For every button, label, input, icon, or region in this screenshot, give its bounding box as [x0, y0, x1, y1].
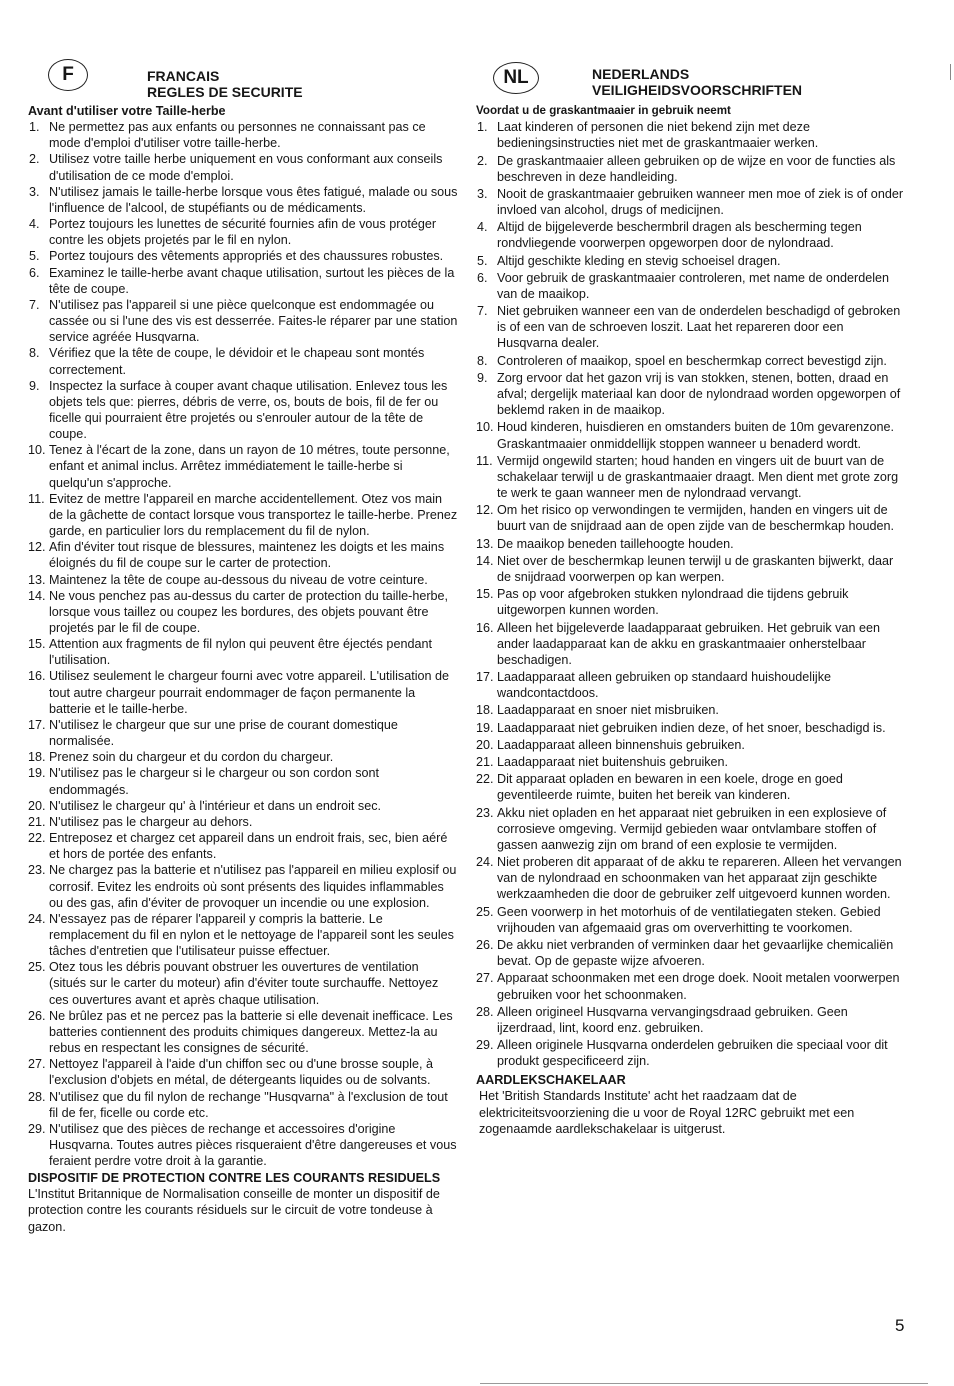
rule-item: [28, 216, 458, 248]
rule-text: N'utilisez le chargeur que sur une prise de courant domestique normalisée.: [49, 717, 398, 749]
rule-number: 1.: [29, 120, 40, 135]
rule-number: 20.: [476, 737, 494, 752]
rule-item: [476, 119, 904, 151]
rule-text: N'utilisez pas l'appareil si une pièce quelconque est endommagée ou cassée ou si l'une des vis est desserrée. Faites-le réparer par une station service agréée Husqvarna.: [49, 297, 458, 345]
rule-item: [476, 502, 904, 534]
rule-item: [476, 253, 904, 269]
rule-item: [28, 814, 458, 830]
rule-number: 17.: [476, 670, 494, 685]
rule-item: [28, 378, 458, 443]
rule-number: 4.: [477, 220, 488, 235]
rule-text: Controleren of maaikop, spoel en beschermkap correct bevestigd zijn.: [497, 353, 887, 368]
rule-number: 14.: [476, 553, 494, 568]
rule-item: [28, 798, 458, 814]
rule-number: 12.: [476, 503, 494, 518]
rule-item: [28, 1089, 458, 1121]
rule-number: 9.: [29, 378, 40, 393]
rule-item: [28, 749, 458, 765]
rule-number: 16.: [28, 669, 46, 684]
rules-list: [476, 119, 904, 1069]
rule-item: [28, 717, 458, 749]
language-name: FRANCAIS: [147, 68, 220, 84]
rule-item: [28, 830, 458, 862]
rule-item: [476, 219, 904, 251]
rule-number: 4.: [29, 217, 40, 232]
rule-item: [476, 669, 904, 701]
rule-number: 25.: [28, 960, 46, 975]
rule-item: [28, 297, 458, 345]
rule-item: [28, 151, 458, 183]
rule-number: 27.: [476, 971, 494, 986]
french-header: [147, 68, 303, 100]
rule-item: [476, 720, 904, 736]
page-number: 5: [895, 1316, 905, 1335]
rule-item: [476, 737, 904, 753]
rule-item: [28, 1008, 458, 1056]
rule-text: Ne vous penchez pas au-dessus du carter de protection du taille-herbe, lorsque vous taillez ou coupez les bordures, des objets pouvant être projetés par le fil de coupe.: [49, 588, 449, 635]
rule-text: Tenez à l'écart de la zone, dans un rayon de 10 métres, toute personne, enfant et animal inclus. Arrêtez immédiatement le taille-herbe si quelqu'un s'approche.: [49, 443, 450, 490]
rule-text: Om het risico op verwondingen te vermijden, handen en vingers uit de buurt van de snijdraad aan de open zijde van de beschermkap houden.: [497, 503, 894, 534]
rule-text: Laat kinderen of personen die niet bekend zijn met deze bedieningsinstructies niet met de graskantmaaier werken.: [497, 120, 819, 151]
rule-text: Niet over de beschermkap leunen terwijl u de graskanten bijwerkt, daar de snijdraad voorwerpen op kan werpen.: [497, 553, 894, 584]
rule-text: Vérifiez que la tête de coupe, le dévidoir et le chapeau sont montés correctement.: [49, 346, 425, 377]
rules-list: [28, 119, 458, 1169]
rule-item: [28, 911, 458, 959]
rule-number: 7.: [29, 297, 40, 312]
rule-text: N'utilisez que des pièces de rechange et accessoires d'origine Husqvarna. Toutes autres pièces risqueraient d'être dangereuses et vous feraient perdre votre droit à la garantie.: [49, 1121, 457, 1169]
section-title: VEILIGHEIDSVOORSCHRIFTEN: [592, 82, 803, 98]
rule-text: Portez toujours des vêtements appropriés et des chaussures robustes.: [49, 249, 444, 264]
rule-number: 6.: [477, 270, 488, 285]
rule-text: Laadapparaat en snoer niet misbruiken.: [497, 703, 719, 718]
rule-item: [28, 119, 458, 151]
rule-number: 15.: [476, 587, 494, 602]
rule-number: 23.: [28, 863, 46, 878]
rules-subheading: Avant d'utiliser votre Taille-herbe: [28, 104, 226, 118]
rule-number: 13.: [28, 572, 46, 587]
rule-item: [476, 370, 904, 418]
scan-edge-mark: [950, 64, 951, 80]
rcd-paragraph: L'Institut Britannique de Normalisation conseille de monter un dispositif de protection contre les courants résiduels sur le circuit de votre tondeuse à gazon.: [28, 1187, 440, 1234]
rule-text: Prenez soin du chargeur et du cordon du chargeur.: [49, 750, 334, 765]
language-badge-f: F: [48, 59, 88, 91]
rule-item: [476, 353, 904, 369]
rule-text: Akku niet opladen en het apparaat niet gebruiken in een explosieve of corrosieve omgeving. Vermijd gebieden waar ontvlambare stoffen of gassen aanwezig zijn om brand of een explosie te vermijden.: [497, 805, 887, 852]
rule-number: 21.: [476, 755, 494, 770]
rule-item: [476, 937, 904, 969]
rule-text: Ne brûlez pas et ne percez pas la batterie si elle devenait inefficace. Les batteries contiennent des produits chimiques dangereux. Mettez-la au rebus en respectant les consignes de sécurité.: [49, 1008, 453, 1056]
rule-text: Portez toujours les lunettes de sécurité fournies afin de vous protéger contre les objets projetés par le fil en nylon.: [49, 217, 437, 248]
rule-number: 26.: [476, 937, 494, 952]
rule-text: Altijd de bijgeleverde beschermbril dragen als bescherming tegen rondvliegende voorwerpen opgeworpen door de nylondraad.: [497, 220, 862, 251]
rule-number: 21.: [28, 814, 46, 829]
rule-number: 6.: [29, 265, 40, 280]
rule-text: De maaikop beneden taillehoogte houden.: [497, 536, 734, 551]
rule-text: De akku niet verbranden of verminken daar het gevaarlijke chemicaliën bevat. Op de gepaste wijze afvoeren.: [497, 937, 894, 969]
rule-text: Inspectez la surface à couper avant chaque utilisation. Enlevez tous les objets tels que: pierres, débris de verre, os, bouts de bois, fil de fer ou ficelle qui pourraient être projetés ou s'enrouler autour de la tête de coupe.: [49, 378, 448, 442]
rule-text: De graskantmaaier alleen gebruiken op de wijze en voor de functies als beschreven in deze handleiding.: [497, 153, 896, 184]
rule-number: 23.: [476, 805, 494, 820]
rule-text: Ne chargez pas la batterie et n'utilisez pas l'appareil en milieu explosif ou corrosif. Evitez les endroits où sont présents des liquides inflammables ou des gas, afin d'éviter de provoquer un incendie ou une explosion.: [49, 863, 457, 910]
rule-text: Utilisez seulement le chargeur fourni avec votre appareil. L'utilisation de tout autre chargeur pourrait endommager de façon permanente la batterie et le taille-herbe.: [49, 669, 450, 716]
rule-number: 27.: [28, 1057, 46, 1072]
rule-text: N'utilisez le chargeur qu' à l'intérieur et dans un endroit sec.: [49, 798, 382, 813]
rule-number: 5.: [29, 249, 40, 264]
rule-item: [476, 419, 904, 451]
rule-text: Otez tous les débris pouvant obstruer les ouvertures de ventilation (situés sur le carter du moteur) afin d'éviter toute surchauffe. Nettoyez ces ouvertures avant et après chaque utilisation.: [49, 960, 439, 1007]
rule-number: 10.: [476, 420, 494, 435]
rule-text: Alleen originele Husqvarna onderdelen gebruiken die speciaal voor dit produkt gespecificeerd zijn.: [497, 1038, 888, 1069]
rule-number: 8.: [477, 353, 488, 368]
rule-item: [28, 248, 458, 264]
rule-item: [476, 536, 904, 552]
rule-text: Pas op voor afgebroken stukken nylondraad die tijdens gebruik uitgeworpen kunnen worden.: [497, 587, 849, 618]
rule-item: [28, 588, 458, 636]
rule-text: Entreposez et chargez cet appareil dans un endroit frais, sec, bien aéré et hors de portée des enfants.: [49, 831, 448, 862]
rcd-paragraph: Het 'British Standards Institute' acht het raadzaam dat de elektriciteitsvoorziening die u voor de Royal 12RC gebruikt met een zogenaamde aardlekschakelaar is uitgerust.: [479, 1089, 855, 1136]
rule-number: 1.: [477, 120, 488, 135]
rule-text: Evitez de mettre l'appareil en marche accidentellement. Otez vos main de la gâchette de contact lorsque vous transportez le taille-herbe. Prenez garde, en particulier lors du remplacement du fil de nylon.: [49, 491, 458, 539]
rule-text: Niet gebruiken wanneer een van de onderdelen beschadigd of gebroken is of een van de schroeven loszit. Laat het repareren door een Husqvarna dealer.: [497, 304, 901, 351]
rule-item: [28, 539, 458, 571]
rule-text: Dit apparaat opladen en bewaren in een koele, droge en goed geventileerde ruimte, buiten het bereik van kinderen.: [497, 772, 843, 803]
rule-number: 16.: [476, 620, 494, 635]
language-name: NEDERLANDS: [592, 66, 690, 82]
rule-text: Examinez le taille-herbe avant chaque utilisation, surtout les pièces de la tête de coupe.: [49, 265, 455, 296]
rule-item: [476, 153, 904, 185]
rule-item: [28, 184, 458, 216]
rule-number: 29.: [476, 1038, 494, 1053]
rule-text: Alleen het bijgeleverde laadapparaat gebruiken. Het gebruik van een ander laadapparaat kan de akku en graskantmaaier onherstelbaar beschadigen.: [497, 620, 880, 667]
rule-item: [476, 553, 904, 585]
rule-number: 3.: [477, 186, 488, 201]
rule-number: 18.: [476, 703, 494, 718]
rule-item: [28, 1121, 458, 1169]
rule-item: [476, 186, 904, 218]
rule-item: [476, 754, 904, 770]
rule-item: [28, 765, 458, 797]
rule-item: [476, 1037, 904, 1069]
scan-bottom-line: [480, 1383, 928, 1384]
rule-item: [476, 805, 904, 853]
rule-text: Geen voorwerp in het motorhuis of de ventilatiegaten steken. Gebied vrijhouden van afgemaaid gras om oververhitting te voorkomen.: [497, 904, 881, 935]
rule-number: 5.: [477, 253, 488, 268]
rule-item: [476, 771, 904, 803]
rule-text: Alleen origineel Husqvarna vervangingsdraad gebruiken. Geen ijzerdraad, lint, koord enz. gebruiken.: [497, 1004, 848, 1035]
rule-item: [28, 345, 458, 377]
rule-text: N'utilisez jamais le taille-herbe lorsque vous êtes fatigué, malade ou sous l'influence de l'alcool, de stupéfiants ou de médicaments.: [49, 184, 458, 215]
rule-text: Zorg ervoor dat het gazon vrij is van stokken, stenen, botten, draad en afval; dergelijk materiaal kan door de nylondraad worden opgeworpen of beklemd raken in de maaikop.: [497, 370, 901, 418]
rule-item: [28, 491, 458, 539]
rule-number: 14.: [28, 588, 46, 603]
rule-item: [476, 270, 904, 302]
rule-text: Ne permettez pas aux enfants ou personnes ne connaissant pas ce mode d'emploi d'utiliser votre taille-herbe.: [49, 120, 426, 151]
rule-item: [476, 970, 904, 1002]
rule-text: Laadapparaat alleen gebruiken op standaard huishoudelijke wandcontactdoos.: [497, 670, 831, 701]
rcd-heading: DISPOSITIF DE PROTECTION CONTRE LES COURANTS RESIDUELS: [28, 1171, 441, 1186]
rule-number: 18.: [28, 750, 46, 765]
rule-text: N'utilisez pas le chargeur au dehors.: [49, 814, 253, 829]
rule-number: 8.: [29, 346, 40, 361]
rule-number: 12.: [28, 540, 46, 555]
rule-number: 2.: [29, 152, 40, 167]
rule-text: N'utilisez que du fil nylon de rechange "Husqvarna" à l'exclusion de tout fil de fer, ficelle ou corde etc.: [49, 1089, 448, 1120]
rule-number: 24.: [28, 911, 46, 926]
rule-number: 17.: [28, 717, 46, 732]
rule-item: [476, 904, 904, 936]
rule-number: 13.: [476, 536, 494, 551]
dutch-body: [476, 103, 904, 1137]
rule-item: [476, 303, 904, 351]
rule-text: Altijd geschikte kleding en stevig schoeisel dragen.: [497, 253, 781, 268]
dutch-header: [592, 66, 802, 98]
rule-text: Laadapparaat niet buitenshuis gebruiken.: [497, 755, 729, 770]
rule-item: [28, 572, 458, 588]
language-badge-nl: NL: [493, 62, 539, 94]
rule-number: 22.: [28, 831, 46, 846]
rule-text: Attention aux fragments de fil nylon qui peuvent être éjectés pendant l'utilisation.: [49, 637, 432, 668]
rule-number: 24.: [476, 855, 494, 870]
rule-number: 9.: [477, 370, 488, 385]
rule-text: Nettoyez l'appareil à l'aide d'un chiffon sec ou d'une brosse souple, à l'exclusion d'objets en métal, de détergeants liquides ou de solvants.: [49, 1057, 433, 1088]
rule-text: Laadapparaat alleen binnenshuis gebruiken.: [497, 737, 745, 752]
rcd-heading: AARDLEKSCHAKELAAR: [476, 1073, 626, 1088]
rules-subheading: Voordat u de graskantmaaier in gebruik neemt: [476, 104, 731, 117]
rule-item: [28, 636, 458, 668]
rule-item: [28, 442, 458, 490]
rule-number: 15.: [28, 637, 46, 652]
rule-number: 28.: [476, 1004, 494, 1019]
rule-item: [28, 265, 458, 297]
rule-number: 7.: [477, 304, 488, 319]
rule-number: 11.: [28, 491, 45, 506]
rule-number: 19.: [476, 720, 494, 735]
rule-number: 2.: [477, 153, 488, 168]
rule-text: N'essayez pas de réparer l'appareil y compris la batterie. Le remplacement du fil en nylon et le nettoyage de l'appareil sont les seules tâches d'entretien que l'utilisateur puisse effectuer.: [49, 911, 454, 959]
rule-number: 25.: [476, 904, 494, 919]
rule-number: 3.: [29, 184, 40, 199]
rule-item: [476, 702, 904, 718]
rule-number: 19.: [28, 766, 46, 781]
rule-text: Afin d'éviter tout risque de blessures, maintenez les doigts et les mains éloignés du fil de coupe sur le carter de protection.: [49, 540, 445, 571]
rule-item: [476, 620, 904, 668]
rule-text: Niet proberen dit apparaat of de akku te repareren. Alleen het vervangen van de nylondraad en schoonmaken van het apparaat zijn geschikte werkzaamheden die door de gebruiker zelf uitgevoerd kunnen worden.: [497, 855, 902, 902]
rule-text: Utilisez votre taille herbe uniquement en vous conformant aux conseils d'utilisation de ce mode d'emploi.: [49, 152, 443, 183]
rule-text: Voor gebruik de graskantmaaier controleren, met name de onderdelen van de maaikop.: [497, 270, 890, 301]
rule-text: Houd kinderen, huisdieren en omstanders buiten de 10m gevarenzone. Graskantmaaier onmiddellijk stoppen wanneer u benaderd wordt.: [497, 420, 894, 451]
rule-item: [28, 862, 458, 910]
rule-text: Vermijd ongewild starten; houd handen en vingers uit de buurt van de schakelaar terwijl u de graskantmaaier draagt. Men dient met grote zorg te werk te gaan wanneer men de nylondraad vervangt.: [497, 453, 899, 501]
rule-number: 28.: [28, 1089, 46, 1104]
section-title: REGLES DE SECURITE: [147, 84, 303, 100]
rule-number: 26.: [28, 1008, 46, 1023]
rule-item: [28, 1056, 458, 1088]
french-body: [28, 103, 458, 1235]
rule-number: 11.: [476, 453, 493, 468]
rule-text: N'utilisez pas le chargeur si le chargeur ou son cordon sont endommagés.: [49, 766, 380, 797]
rule-text: Maintenez la tête de coupe au-dessous du niveau de votre ceinture.: [49, 572, 428, 587]
rule-text: Nooit de graskantmaaier gebruiken wanneer men moe of ziek is of onder invloed van alcohol, drugs of medicijnen.: [497, 186, 904, 218]
rule-number: 22.: [476, 772, 494, 787]
rule-item: [476, 1004, 904, 1036]
rule-number: 10.: [28, 443, 46, 458]
rule-item: [28, 668, 458, 716]
rule-item: [476, 854, 904, 902]
rule-item: [476, 586, 904, 618]
rule-item: [476, 453, 904, 501]
rule-number: 29.: [28, 1121, 46, 1136]
rule-item: [28, 959, 458, 1007]
rule-number: 20.: [28, 798, 46, 813]
rule-text: Laadapparaat niet gebruiken indien deze, of het snoer, beschadigd is.: [497, 720, 886, 735]
rule-text: Apparaat schoonmaken met een droge doek. Nooit metalen voorwerpen gebruiken voor het schoonmaken.: [497, 971, 900, 1002]
